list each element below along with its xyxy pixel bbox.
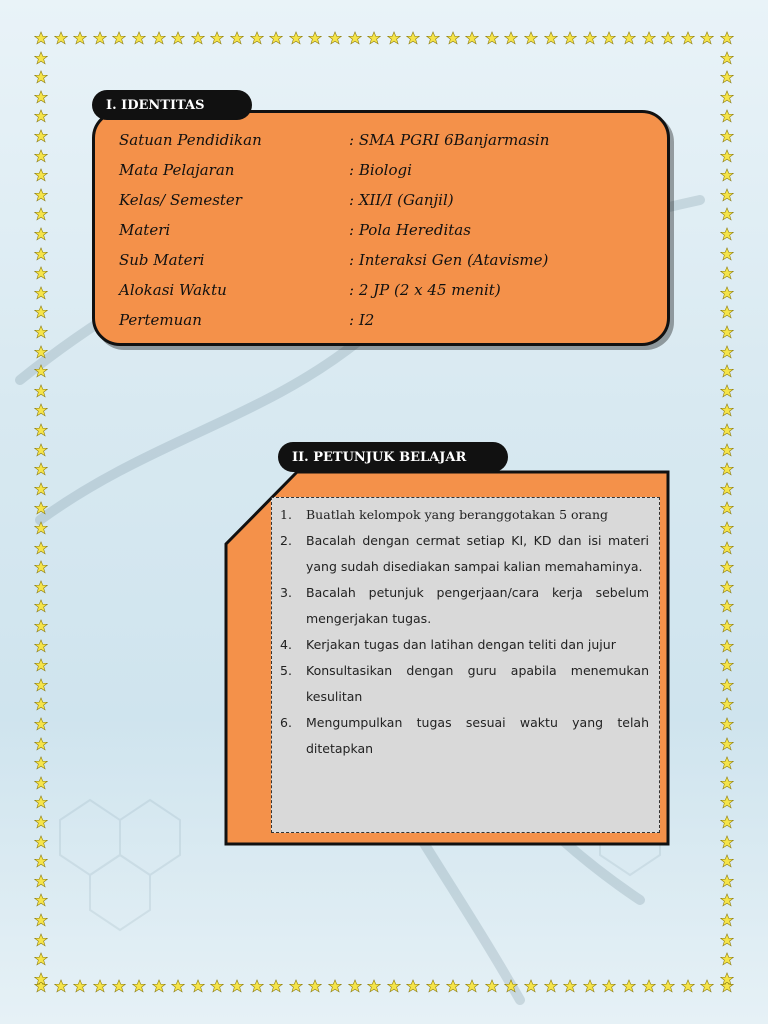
star-icon	[465, 30, 479, 44]
identity-label: Materi	[119, 221, 171, 239]
star-icon	[446, 978, 460, 992]
star-icon	[152, 978, 166, 992]
star-icon	[308, 978, 322, 992]
star-icon	[720, 834, 734, 848]
star-icon	[269, 30, 283, 44]
guide-item-text: Buatlah kelompok yang beranggotakan 5 orang	[306, 507, 609, 522]
star-icon	[112, 978, 126, 992]
star-icon	[191, 978, 205, 992]
star-icon	[34, 500, 48, 514]
guide-list-box	[271, 497, 660, 833]
identity-row	[119, 275, 657, 305]
star-icon	[34, 50, 48, 64]
star-icon	[720, 794, 734, 808]
star-icon	[34, 69, 48, 83]
star-icon	[112, 30, 126, 44]
identity-value: : 2 JP (2 x 45 menit)	[349, 281, 501, 299]
star-icon	[34, 324, 48, 338]
star-icon	[34, 285, 48, 299]
star-icon	[34, 304, 48, 318]
guide-list	[280, 502, 649, 762]
star-icon	[720, 696, 734, 710]
guide-item-text: Bacalah petunjuk pengerjaan/cara kerja sebelum mengerjakan tugas.	[306, 585, 649, 626]
star-icon	[720, 755, 734, 769]
star-icon	[602, 978, 616, 992]
star-icon	[720, 559, 734, 573]
identity-row	[119, 305, 657, 335]
star-icon	[720, 853, 734, 867]
star-icon	[720, 873, 734, 887]
star-icon	[34, 206, 48, 220]
star-icon	[720, 598, 734, 612]
star-icon	[230, 30, 244, 44]
guide-list-item	[280, 658, 649, 710]
star-icon	[720, 89, 734, 103]
star-icon	[210, 30, 224, 44]
star-icon	[583, 978, 597, 992]
star-icon	[622, 30, 636, 44]
identity-tab-label: I. IDENTITAS	[106, 97, 205, 113]
star-icon	[720, 363, 734, 377]
identity-value: : XII/I (Ganjil)	[349, 191, 454, 209]
star-icon	[73, 978, 87, 992]
star-icon	[681, 978, 695, 992]
identity-row	[119, 185, 657, 215]
star-icon	[524, 978, 538, 992]
star-icon	[720, 500, 734, 514]
star-icon	[661, 978, 675, 992]
identity-label: Sub Materi	[119, 251, 205, 269]
identity-label: Kelas/ Semester	[119, 191, 242, 209]
identity-value: : Interaksi Gen (Atavisme)	[349, 251, 549, 269]
star-icon	[230, 978, 244, 992]
star-icon	[34, 265, 48, 279]
star-icon	[446, 30, 460, 44]
star-icon	[34, 853, 48, 867]
star-icon	[720, 461, 734, 475]
star-icon	[34, 834, 48, 848]
star-icon	[34, 226, 48, 240]
guide-list-item	[280, 710, 649, 762]
star-icon	[602, 30, 616, 44]
star-icon	[34, 638, 48, 652]
star-icon	[720, 912, 734, 926]
guide-item-text: Mengumpulkan tugas sesuai waktu yang telah ditetapkan	[306, 715, 649, 756]
star-icon	[171, 30, 185, 44]
star-icon	[720, 128, 734, 142]
star-icon	[73, 30, 87, 44]
guide-item-number: 2.	[280, 533, 292, 548]
identity-rows	[119, 125, 657, 335]
star-icon	[34, 677, 48, 691]
star-icon	[681, 30, 695, 44]
identity-row	[119, 215, 657, 245]
star-icon	[720, 324, 734, 338]
star-icon	[720, 736, 734, 750]
star-icon	[563, 978, 577, 992]
star-icon	[34, 167, 48, 181]
star-icon	[720, 206, 734, 220]
guide-list-item	[280, 502, 649, 528]
star-icon	[34, 559, 48, 573]
identity-label: Satuan Pendidikan	[119, 131, 262, 149]
star-icon	[34, 89, 48, 103]
star-icon	[720, 422, 734, 436]
star-icon	[720, 951, 734, 965]
star-icon	[132, 30, 146, 44]
identity-section-tab	[92, 90, 252, 120]
star-icon	[54, 30, 68, 44]
guide-list-item	[280, 632, 649, 658]
star-icon	[34, 520, 48, 534]
star-icon	[700, 978, 714, 992]
star-icon	[720, 383, 734, 397]
guide-tab-label: II. PETUNJUK BELAJAR	[292, 449, 467, 465]
star-icon	[34, 148, 48, 162]
star-icon	[563, 30, 577, 44]
star-icon	[34, 30, 48, 44]
star-icon	[348, 30, 362, 44]
star-icon	[720, 246, 734, 260]
identity-row	[119, 125, 657, 155]
star-icon	[700, 30, 714, 44]
star-icon	[544, 978, 558, 992]
star-icon	[720, 932, 734, 946]
star-icon	[191, 30, 205, 44]
star-icon	[34, 598, 48, 612]
guide-section-tab	[278, 442, 508, 472]
star-icon	[720, 638, 734, 652]
star-icon	[387, 30, 401, 44]
star-icon	[524, 30, 538, 44]
star-icon	[661, 30, 675, 44]
star-icon	[34, 344, 48, 358]
star-icon	[34, 951, 48, 965]
star-icon	[328, 978, 342, 992]
star-icon	[720, 30, 734, 44]
guide-item-number: 5.	[280, 663, 292, 678]
star-icon	[720, 344, 734, 358]
star-icon	[720, 892, 734, 906]
star-icon	[720, 579, 734, 593]
star-icon	[34, 363, 48, 377]
star-icon	[504, 30, 518, 44]
star-icon	[720, 677, 734, 691]
star-icon	[250, 30, 264, 44]
star-icon	[34, 442, 48, 456]
guide-item-number: 6.	[280, 715, 292, 730]
star-icon	[720, 618, 734, 632]
star-icon	[720, 971, 734, 985]
star-icon	[328, 30, 342, 44]
star-icon	[642, 978, 656, 992]
identity-box	[92, 110, 670, 346]
star-icon	[720, 402, 734, 416]
star-icon	[720, 148, 734, 162]
star-icon	[720, 657, 734, 671]
star-icon	[720, 226, 734, 240]
star-icon	[54, 978, 68, 992]
star-icon	[269, 978, 283, 992]
star-icon	[34, 618, 48, 632]
star-icon	[34, 579, 48, 593]
star-icon	[34, 755, 48, 769]
star-icon	[720, 167, 734, 181]
star-icon	[720, 69, 734, 83]
star-icon	[34, 246, 48, 260]
star-icon	[387, 978, 401, 992]
star-icon	[367, 978, 381, 992]
star-icon	[720, 50, 734, 64]
identity-value: : Pola Hereditas	[349, 221, 471, 239]
star-icon	[34, 696, 48, 710]
star-icon	[720, 265, 734, 279]
star-icon	[132, 978, 146, 992]
star-icon	[504, 978, 518, 992]
guide-list-item	[280, 580, 649, 632]
star-icon	[34, 814, 48, 828]
identity-value: : SMA PGRI 6Banjarmasin	[349, 131, 550, 149]
guide-item-text: Konsultasikan dengan guru apabila menemukan kesulitan	[306, 663, 649, 704]
identity-value: : Biologi	[349, 161, 412, 179]
star-icon	[34, 422, 48, 436]
star-icon	[34, 892, 48, 906]
identity-row	[119, 155, 657, 185]
star-icon	[34, 736, 48, 750]
star-icon	[210, 978, 224, 992]
star-icon	[406, 978, 420, 992]
star-icon	[720, 520, 734, 534]
star-icon	[93, 978, 107, 992]
star-icon	[34, 540, 48, 554]
star-icon	[720, 540, 734, 554]
star-icon	[465, 978, 479, 992]
star-icon	[720, 304, 734, 318]
identity-value: : I2	[349, 311, 375, 329]
star-icon	[34, 794, 48, 808]
star-icon	[720, 442, 734, 456]
guide-item-number: 1.	[280, 507, 292, 522]
star-icon	[93, 30, 107, 44]
star-icon	[485, 978, 499, 992]
star-icon	[34, 716, 48, 730]
star-icon	[485, 30, 499, 44]
star-icon	[34, 108, 48, 122]
identity-label: Pertemuan	[119, 311, 202, 329]
guide-item-number: 4.	[280, 637, 292, 652]
star-icon	[426, 30, 440, 44]
star-icon	[642, 30, 656, 44]
star-icon	[34, 461, 48, 475]
star-icon	[720, 716, 734, 730]
star-icon	[34, 932, 48, 946]
star-icon	[426, 978, 440, 992]
star-icon	[250, 978, 264, 992]
star-icon	[720, 814, 734, 828]
star-icon	[34, 775, 48, 789]
identity-row	[119, 245, 657, 275]
star-icon	[406, 30, 420, 44]
identity-label: Alokasi Waktu	[119, 281, 227, 299]
star-icon	[544, 30, 558, 44]
star-icon	[171, 978, 185, 992]
guide-item-text: Kerjakan tugas dan latihan dengan teliti dan jujur	[306, 637, 616, 652]
star-icon	[720, 187, 734, 201]
guide-item-number: 3.	[280, 585, 292, 600]
star-icon	[34, 873, 48, 887]
star-icon	[34, 657, 48, 671]
star-icon	[34, 402, 48, 416]
guide-item-text: Bacalah dengan cermat setiap KI, KD dan isi materi yang sudah disediakan sampai kalian memahaminya.	[306, 533, 649, 574]
star-icon	[34, 971, 48, 985]
star-icon	[720, 285, 734, 299]
star-icon	[34, 128, 48, 142]
star-icon	[367, 30, 381, 44]
star-icon	[289, 30, 303, 44]
star-icon	[720, 481, 734, 495]
star-icon	[289, 978, 303, 992]
star-icon	[34, 481, 48, 495]
star-icon	[583, 30, 597, 44]
star-icon	[720, 108, 734, 122]
star-icon	[720, 775, 734, 789]
star-icon	[622, 978, 636, 992]
star-icon	[34, 912, 48, 926]
star-icon	[308, 30, 322, 44]
star-icon	[34, 383, 48, 397]
guide-list-item	[280, 528, 649, 580]
star-icon	[34, 187, 48, 201]
identity-label: Mata Pelajaran	[119, 161, 235, 179]
star-icon	[152, 30, 166, 44]
star-icon	[348, 978, 362, 992]
